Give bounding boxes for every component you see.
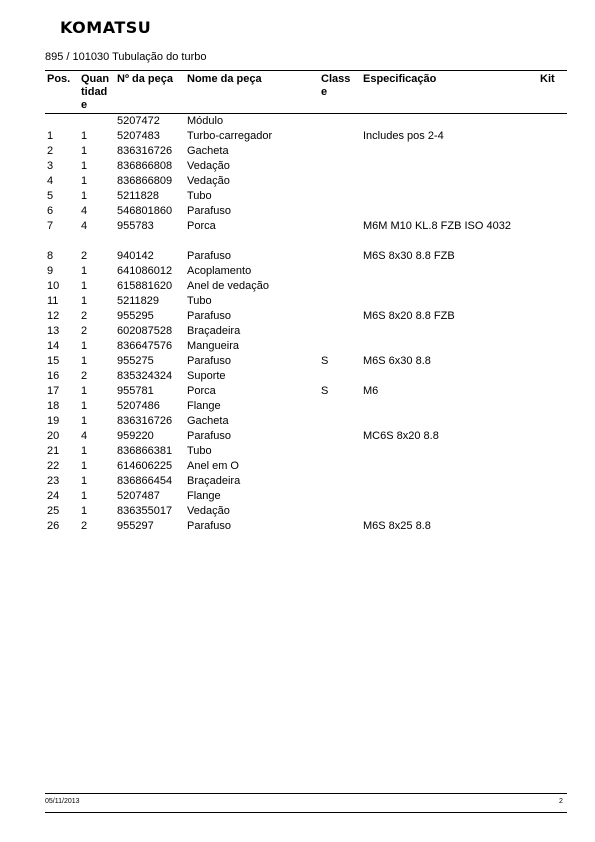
table-row (0, 280, 595, 295)
cell-qty: 4 (81, 430, 88, 442)
cell-name: Braçadeira (187, 475, 241, 487)
cell-qty: 1 (81, 160, 88, 172)
cell-name: Vedação (187, 175, 230, 187)
table-row (0, 295, 595, 310)
cell-pos: 4 (47, 175, 54, 187)
cell-part-no: 5211828 (117, 190, 160, 202)
cell-name: Flange (187, 490, 221, 502)
table-row (0, 325, 595, 340)
cell-name: Parafuso (187, 355, 232, 367)
cell-qty: 2 (81, 325, 88, 337)
table-row (0, 385, 595, 400)
cell-pos: 2 (47, 145, 54, 157)
cell-qty: 4 (81, 220, 88, 232)
cell-pos: 5 (47, 190, 54, 202)
header-pos: Pos. (47, 73, 71, 85)
cell-name: Mangueira (187, 340, 239, 352)
cell-pos: 7 (47, 220, 54, 232)
table-row (0, 520, 595, 535)
table-row (0, 415, 595, 430)
cell-pos: 12 (47, 310, 60, 322)
cell-part-no: 5211829 (117, 295, 160, 307)
cell-part-no: 5207486 (117, 400, 160, 412)
cell-part-no: 955297 (117, 520, 154, 532)
cell-name: Gacheta (187, 145, 229, 157)
header-quantity: Quan tidad e (81, 73, 110, 111)
cell-qty: 1 (81, 505, 88, 517)
cell-name: Tubo (187, 295, 212, 307)
cell-qty: 1 (81, 265, 88, 277)
table-row (0, 115, 595, 130)
cell-qty: 1 (81, 130, 88, 142)
header-part-name: Nome da peça (187, 73, 262, 85)
cell-part-no: 955781 (117, 385, 154, 397)
table-row (0, 310, 595, 325)
cell-name: Gacheta (187, 415, 229, 427)
cell-part-no: 546801860 (117, 205, 173, 217)
document-title: 895 / 101030 Tubulação do turbo (45, 51, 207, 63)
footer-date: 05/11/2013 (45, 798, 80, 805)
table-row (0, 460, 595, 475)
cell-qty: 2 (81, 310, 88, 322)
cell-name: Tubo (187, 445, 212, 457)
cell-part-no: 955275 (117, 355, 154, 367)
cell-pos: 11 (47, 295, 59, 307)
cell-name: Tubo (187, 190, 212, 202)
cell-pos: 1 (47, 130, 54, 142)
table-row (0, 145, 595, 160)
cell-pos: 8 (47, 250, 54, 262)
cell-qty: 1 (81, 490, 88, 502)
cell-spec: MC6S 8x20 8.8 (363, 430, 439, 442)
cell-qty: 1 (81, 385, 88, 397)
cell-part-no: 602087528 (117, 325, 173, 337)
cell-pos: 23 (47, 475, 60, 487)
cell-part-no: 836866381 (117, 445, 173, 457)
header-bottom-rule (45, 113, 567, 114)
cell-part-no: 836316726 (117, 145, 173, 157)
cell-part-no: 5207472 (117, 115, 160, 127)
cell-name: Porca (187, 220, 216, 232)
table-row (0, 160, 595, 175)
cell-name: Acoplamento (187, 265, 252, 277)
cell-class: S (321, 385, 329, 397)
cell-pos: 18 (47, 400, 60, 412)
table-row (0, 190, 595, 205)
cell-qty: 2 (81, 250, 88, 262)
cell-name: Porca (187, 385, 216, 397)
table-row (0, 265, 595, 280)
cell-part-no: 836316726 (117, 415, 173, 427)
komatsu-logo: KOMATSU (60, 18, 152, 37)
table-row (0, 175, 595, 190)
cell-part-no: 836355017 (117, 505, 173, 517)
cell-spec: M6 (363, 385, 379, 397)
cell-pos: 22 (47, 460, 60, 472)
cell-part-no: 955295 (117, 310, 154, 322)
cell-name: Parafuso (187, 205, 232, 217)
footer-page-number: 2 (559, 798, 563, 805)
cell-qty: 1 (81, 280, 88, 292)
header-class: Class e (321, 73, 351, 98)
cell-name: Flange (187, 400, 221, 412)
table-row (0, 220, 595, 235)
cell-pos: 19 (47, 415, 60, 427)
cell-part-no: 959220 (117, 430, 154, 442)
cell-part-no: 614606225 (117, 460, 173, 472)
cell-name: Braçadeira (187, 325, 241, 337)
cell-name: Parafuso (187, 520, 232, 532)
cell-name: Suporte (187, 370, 226, 382)
cell-name: Vedação (187, 505, 230, 517)
cell-qty: 1 (81, 400, 88, 412)
cell-part-no: 641086012 (117, 265, 173, 277)
footer-bottom-rule (45, 812, 567, 813)
cell-part-no: 836647576 (117, 340, 173, 352)
cell-part-no: 955783 (117, 220, 154, 232)
cell-part-no: 835324324 (117, 370, 173, 382)
cell-part-no: 836866454 (117, 475, 173, 487)
header-kit: Kit (540, 73, 555, 85)
header-specification: Especificação (363, 73, 437, 85)
cell-pos: 24 (47, 490, 60, 502)
cell-part-no: 836866809 (117, 175, 173, 187)
cell-name: Parafuso (187, 310, 232, 322)
cell-class: S (321, 355, 329, 367)
cell-part-no: 940142 (117, 250, 154, 262)
cell-name: Módulo (187, 115, 224, 127)
cell-pos: 16 (47, 370, 60, 382)
cell-name: Anel em O (187, 460, 239, 472)
table-row (0, 250, 595, 265)
table-row (0, 340, 595, 355)
header-part-number: Nº da peça (117, 73, 173, 85)
table-row (0, 505, 595, 520)
table-row (0, 400, 595, 415)
cell-name: Parafuso (187, 250, 232, 262)
cell-pos: 17 (47, 385, 60, 397)
cell-qty: 1 (81, 355, 88, 367)
cell-part-no: 615881620 (117, 280, 173, 292)
cell-spec: M6M M10 KL.8 FZB ISO 4032 (363, 220, 511, 232)
cell-spec: Includes pos 2-4 (363, 130, 444, 142)
cell-pos: 6 (47, 205, 54, 217)
table-row (0, 370, 595, 385)
cell-pos: 14 (47, 340, 60, 352)
cell-part-no: 5207483 (117, 130, 160, 142)
cell-pos: 9 (47, 265, 54, 277)
cell-pos: 21 (47, 445, 60, 457)
table-row (0, 445, 595, 460)
cell-pos: 15 (47, 355, 60, 367)
cell-spec: M6S 8x20 8.8 FZB (363, 310, 455, 322)
cell-part-no: 5207487 (117, 490, 160, 502)
cell-spec: M6S 6x30 8.8 (363, 355, 431, 367)
cell-qty: 1 (81, 475, 88, 487)
cell-qty: 1 (81, 340, 88, 352)
table-row (0, 430, 595, 445)
cell-qty: 2 (81, 520, 88, 532)
cell-pos: 10 (47, 280, 60, 292)
cell-qty: 1 (81, 190, 88, 202)
table-row (0, 130, 595, 145)
cell-name: Turbo-carregador (187, 130, 273, 142)
cell-qty: 1 (81, 145, 88, 157)
cell-qty: 1 (81, 295, 88, 307)
cell-qty: 1 (81, 175, 88, 187)
cell-qty: 1 (81, 460, 88, 472)
header-top-rule (45, 70, 567, 71)
footer-top-rule (45, 793, 567, 794)
cell-pos: 25 (47, 505, 60, 517)
cell-pos: 13 (47, 325, 60, 337)
table-row (0, 490, 595, 505)
cell-pos: 26 (47, 520, 60, 532)
cell-qty: 1 (81, 415, 88, 427)
cell-qty: 4 (81, 205, 88, 217)
cell-name: Vedação (187, 160, 230, 172)
table-row (0, 205, 595, 220)
cell-name: Anel de vedação (187, 280, 269, 292)
cell-name: Parafuso (187, 430, 232, 442)
cell-pos: 3 (47, 160, 54, 172)
cell-pos: 20 (47, 430, 60, 442)
cell-qty: 1 (81, 445, 88, 457)
cell-spec: M6S 8x25 8.8 (363, 520, 431, 532)
cell-part-no: 836866808 (117, 160, 173, 172)
cell-spec: M6S 8x30 8.8 FZB (363, 250, 455, 262)
cell-qty: 2 (81, 370, 88, 382)
table-row (0, 355, 595, 370)
table-row (0, 475, 595, 490)
